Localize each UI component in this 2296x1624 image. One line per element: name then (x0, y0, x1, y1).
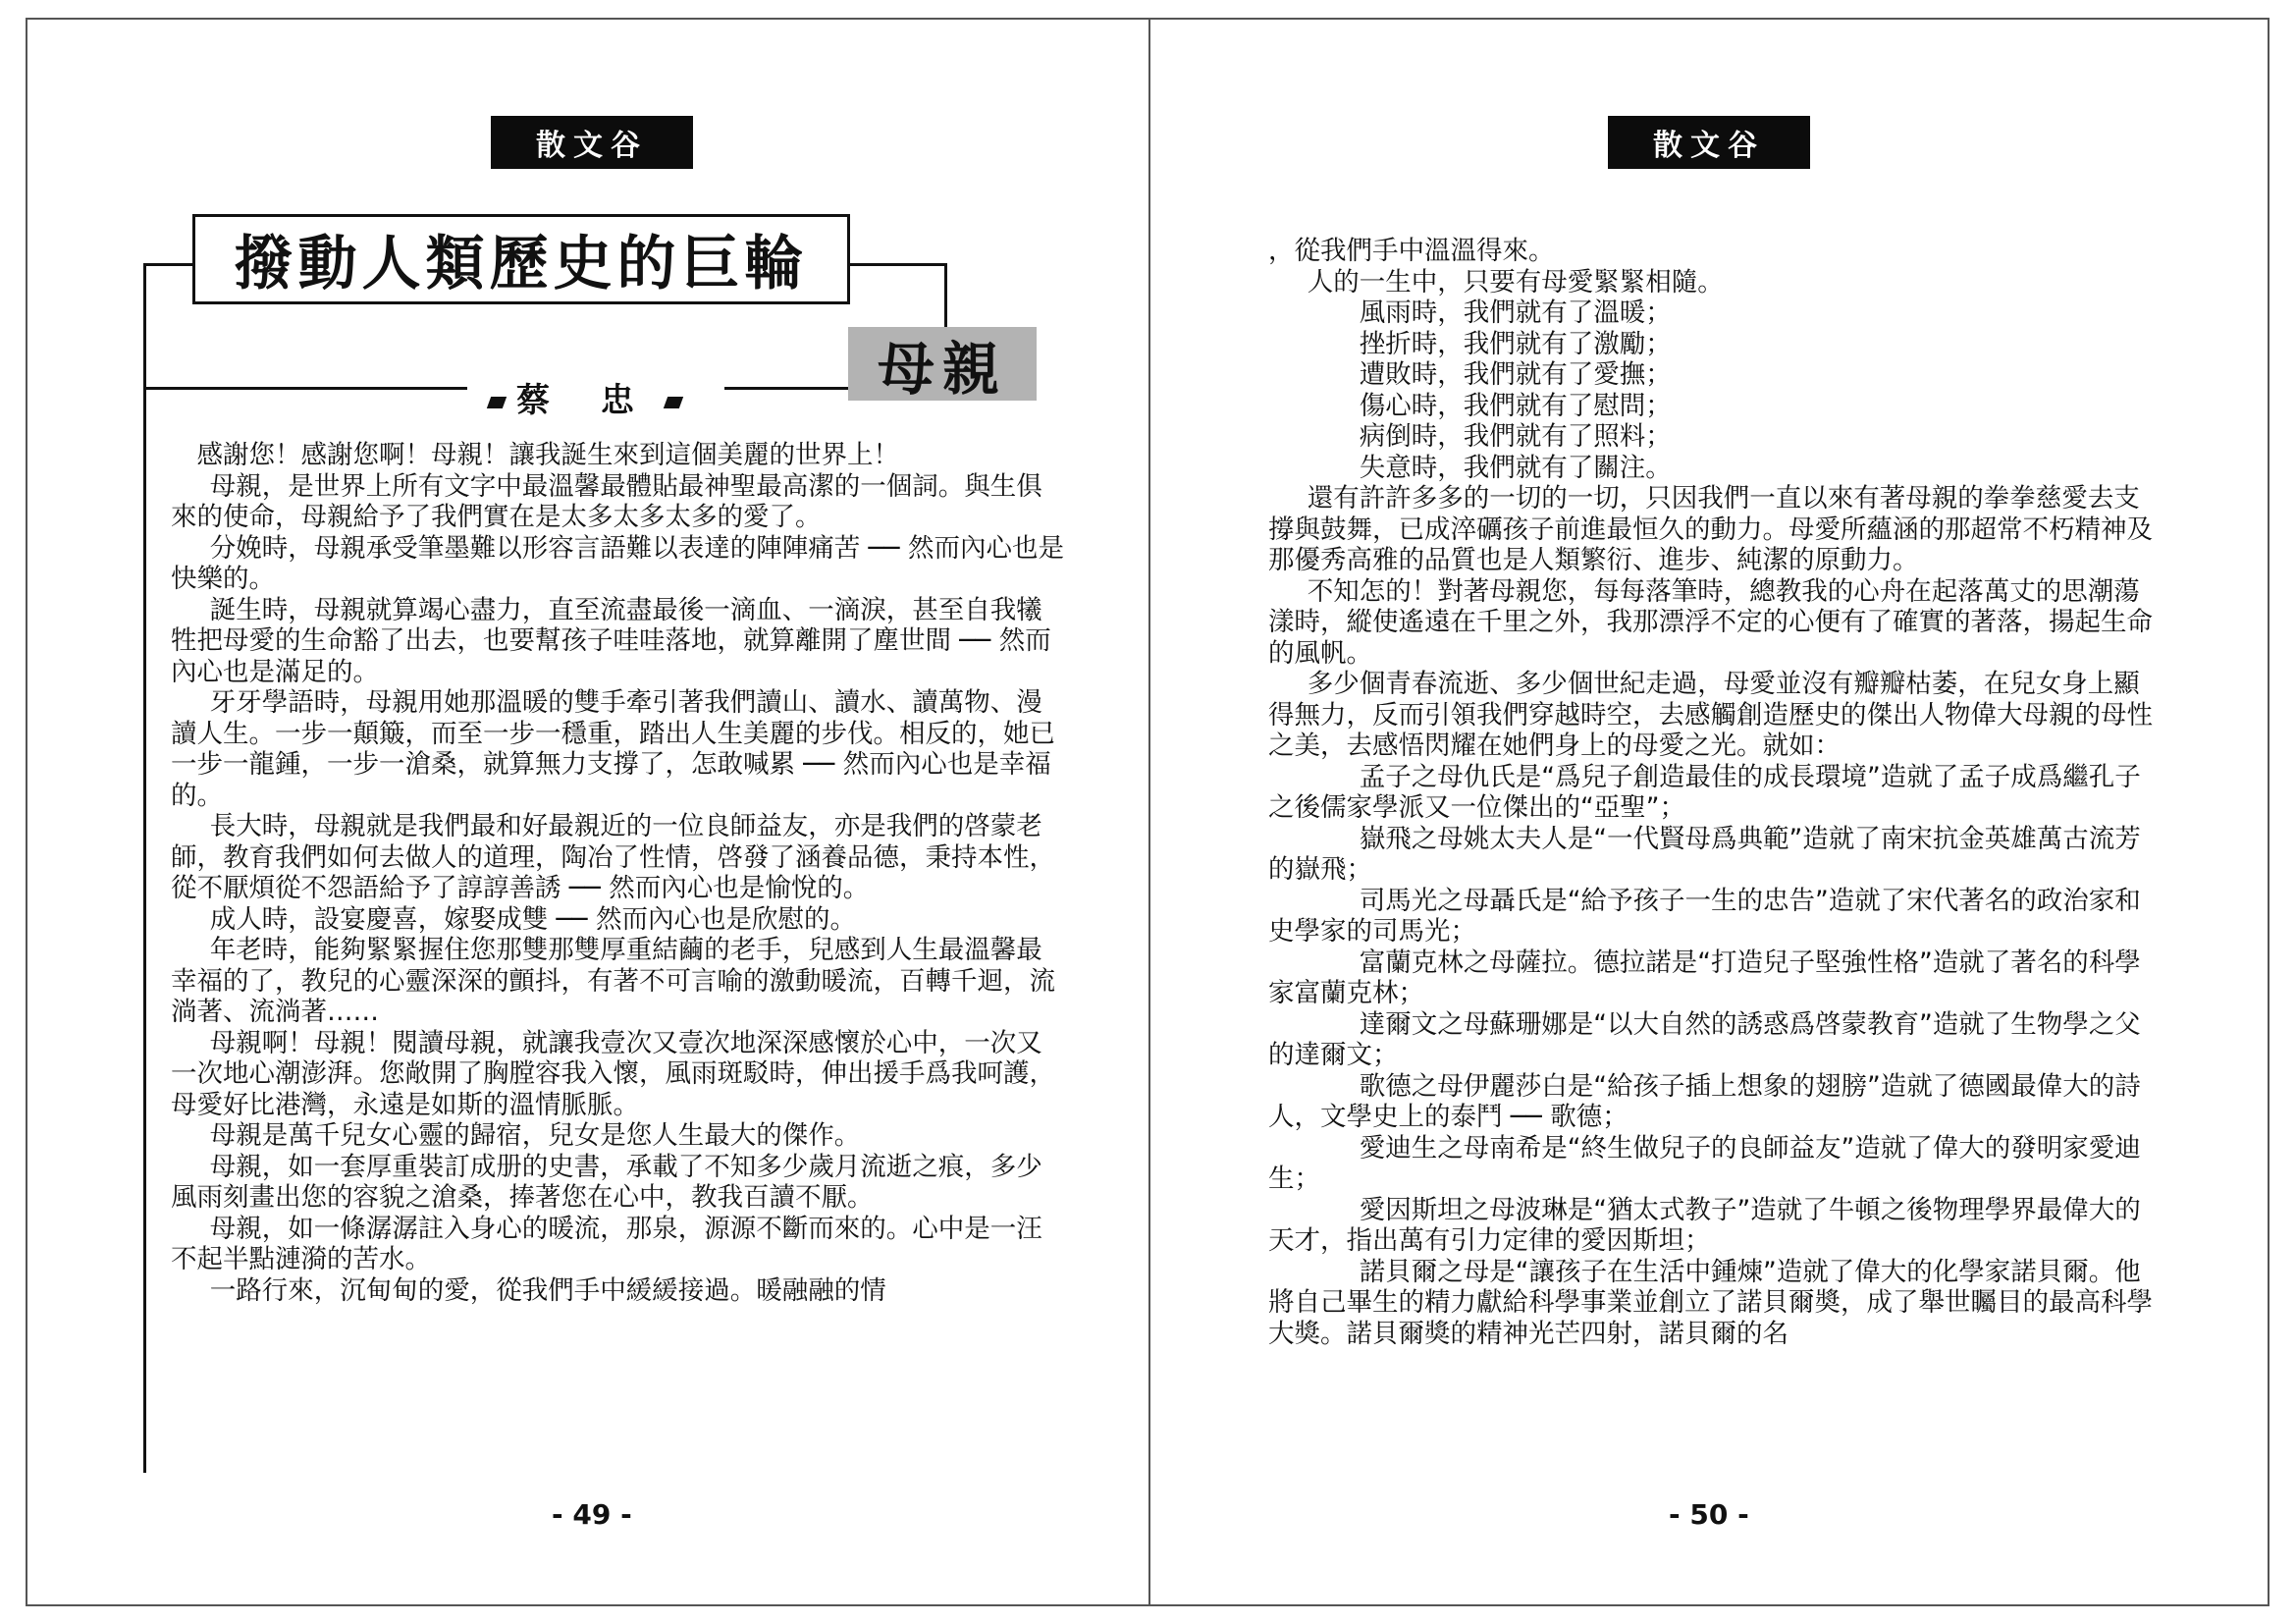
left-body-text (171, 440, 1066, 1306)
paragraph: 母親啊！母親！閱讀母親，就讓我壹次又壹次地深深感懷於心中，一次又一次地心潮澎湃。您敞開了胸膛容我入懷，風雨斑駁時，伸出援手爲我呵護，母愛好比港灣，永遠是如斯的溫情脈脈。 (171, 1027, 1055, 1120)
paragraph: 富蘭克林之母薩拉。德拉諾是“打造兒子堅強性格”造就了著名的科學家富蘭克林； (1268, 947, 2141, 1008)
byline-right-rule (724, 387, 848, 390)
section-tag: 散文谷 (491, 116, 693, 169)
page-number-left: - 49 - (552, 1498, 632, 1531)
byline-left-rule (143, 387, 467, 390)
paragraph: 諾貝爾之母是“讓孩子在生活中鍾煉”造就了偉大的化學家諾貝爾。他將自己畢生的精力獻給科學事業並創立了諾貝爾奬，成了舉世矚目的最高科學大獎。諾貝爾獎的精神光芒四射，諾貝爾的名 (1268, 1256, 2153, 1349)
paragraph: 達爾文之母蘇珊娜是“以大自然的誘惑爲啓蒙教育”造就了生物學之父的達爾文； (1268, 1008, 2141, 1070)
right-body-text (1268, 236, 2160, 1349)
paragraph: 感謝您！感謝您啊！母親！讓我誕生來到這個美麗的世界上！ (171, 440, 899, 470)
title-right-rule (848, 263, 946, 266)
article-subject: 母親 (848, 327, 1037, 401)
paragraph: 長大時，母親就是我們最和好最親近的一位良師益友，亦是我們的啓蒙老師，教育我們如何去做人的道理，陶冶了性情，啓發了涵養品德，秉持本性，從不厭煩從不怨語給予了諄諄善誘 ── 然而內心也是愉悅的。 (171, 811, 1055, 903)
byline-mark-left (487, 397, 507, 408)
author-name: 蔡 忠 (516, 381, 654, 420)
paragraph: 嶽飛之母姚太夫人是“一代賢母爲典範”造就了南宋抗金英雄萬古流芳的嶽飛； (1268, 823, 2141, 885)
paragraph: 病倒時，我們就有了照料； (1359, 421, 1672, 452)
paragraph: 多少個青春流逝、多少個世紀走過，母愛並沒有瓣瓣枯萎，在兒女身上顯得無力，反而引領我們穿越時空，去感觸創造歷史的傑出人物偉大母親的母性之美，去感悟閃耀在她們身上的母愛之光。就如： (1268, 669, 2153, 761)
paragraph: 孟子之母仇氏是“爲兒子創造最佳的成長環境”造就了孟子成爲繼孔子之後儒家學派又一位傑出的“亞聖”； (1268, 761, 2141, 823)
paragraph: 歌德之母伊麗莎白是“給孩子插上想象的翅膀”造就了德國最偉大的詩人，文學史上的泰鬥 ── 歌德； (1268, 1070, 2141, 1132)
paragraph: 成人時，設宴慶喜，嫁娶成雙 ── 然而內心也是欣慰的。 (209, 903, 857, 935)
paragraph: 傷心時，我們就有了慰問； (1359, 390, 1672, 421)
paragraph: 人的一生中，只要有母愛緊緊相隨。 (1307, 266, 1724, 298)
byline-mark-right (664, 397, 683, 408)
page-number-right: - 50 - (1669, 1498, 1749, 1531)
paragraph: 挫折時，我們就有了激勵； (1359, 328, 1672, 359)
paragraph: 分娩時，母親承受筆墨難以形容言語難以表達的陣陣痛苦 ── 然而內心也是快樂的。 (171, 532, 1065, 594)
paragraph: ，從我們手中溫溫得來。 (1268, 236, 1555, 266)
title-right-vertical-rule (944, 263, 947, 328)
paragraph: 愛迪生之母南希是“終生做兒子的良師益友”造就了偉大的發明家愛迪生； (1268, 1132, 2141, 1194)
left-page (26, 18, 1148, 1606)
paragraph: 愛因斯坦之母波琳是“猶太式教子”造就了牛頓之後物理學界最偉大的天才，指出萬有引力定律的愛因斯坦； (1268, 1194, 2141, 1256)
paragraph: 失意時，我們就有了關注。 (1359, 452, 1672, 483)
paragraph: 不知怎的！對著母親您，每每落筆時，總教我的心舟在起落萬丈的思潮蕩漾時，縱使遙遠在千里之外，我那漂浮不定的心便有了確實的著落，揚起生命的風帆。 (1268, 575, 2153, 669)
paragraph: 誕生時，母親就算竭心盡力，直至流盡最後一滴血、一滴淚，甚至自我犧牲把母愛的生命豁了出去，也要幫孩子哇哇落地，就算離開了塵世間 ── 然而內心也是滿足的。 (171, 594, 1051, 687)
paragraph: 母親，如一條潺潺註入身心的暖流，那泉，源源不斷而來的。心中是一汪不起半點漣漪的苦水。 (171, 1213, 1042, 1274)
paragraph: 年老時，能夠緊緊握住您那雙那雙厚重結繭的老手，兒感到人生最溫馨最幸福的了，教兒的心靈深深的顫抖，有著不可言喻的激動暖流，百轉千迴，流淌著、流淌著…… (171, 935, 1055, 1027)
paragraph: 還有許許多多的一切的一切，只因我們一直以來有著母親的拳拳慈愛去支撐與鼓舞，已成淬礪孩子前進最恒久的動力。母愛所蘊涵的那超常不朽精神及那優秀高雅的品質也是人類繁衍、進步、純潔的原動力。 (1268, 483, 2153, 575)
paragraph: 風雨時，我們就有了溫暖； (1359, 298, 1672, 328)
left-vertical-rule (143, 263, 146, 1473)
paragraph: 一路行來，沉甸甸的愛，從我們手中緩緩接過。暖融融的情 (209, 1274, 886, 1306)
section-tag: 散文谷 (1608, 116, 1810, 169)
right-page (1150, 18, 2269, 1606)
paragraph: 遭敗時，我們就有了愛撫； (1359, 359, 1672, 390)
paragraph: 母親，如一套厚重裝訂成册的史書，承載了不知多少歲月流逝之痕，多少風雨刻畫出您的容貌之滄桑，捧著您在心中，教我百讀不厭。 (171, 1151, 1042, 1213)
article-title: 撥動人類歷史的巨輪 (192, 214, 850, 304)
title-left-rule (143, 263, 194, 266)
paragraph: 母親是萬千兒女心靈的歸宿，兒女是您人生最大的傑作。 (209, 1120, 861, 1151)
paragraph: 司馬光之母聶氏是“給予孩子一生的忠告”造就了宋代著名的政治家和史學家的司馬光； (1268, 885, 2141, 947)
paragraph: 牙牙學語時，母親用她那溫暖的雙手牽引著我們讀山、讀水、讀萬物、漫讀人生。一步一顛簸，而至一步一穩重，踏出人生美麗的步伐。相反的，她已一步一龍鍾，一步一滄桑，就算無力支撐了，怎敢喊累 ── 然而內心也是幸福的。 (171, 687, 1055, 811)
paragraph: 母親，是世界上所有文字中最溫馨最體貼最神聖最高潔的一個詞。與生俱來的使命，母親給予了我們實在是太多太多太多的愛了。 (171, 470, 1042, 532)
author-byline (477, 373, 693, 421)
